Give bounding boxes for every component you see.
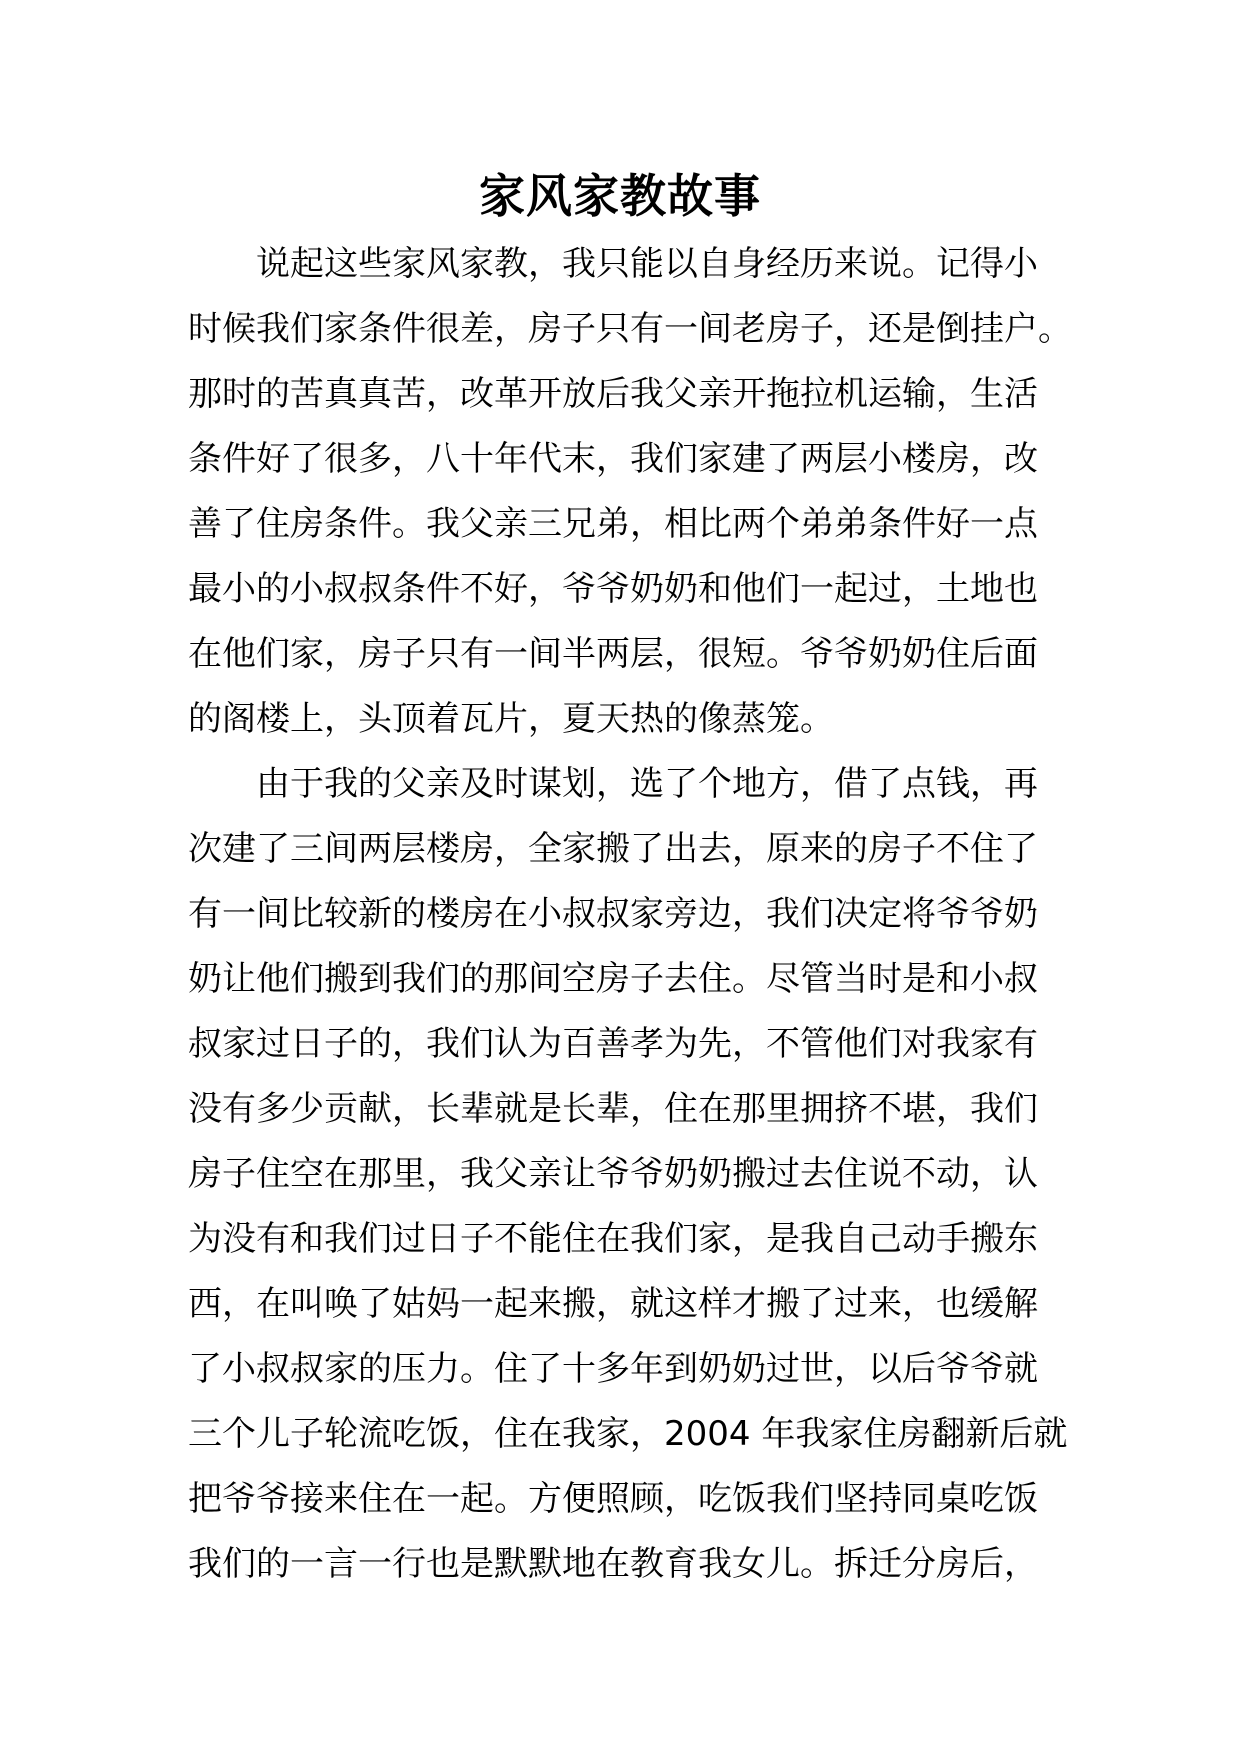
paragraph-2-line-11: 三个儿子轮流吃饭，住在我家，2004 年我家住房翻新后就	[188, 1414, 1068, 1454]
paragraph-2-line-3: 有一间比较新的楼房在小叔叔家旁边，我们决定将爷爷奶	[188, 894, 1038, 934]
paragraph-2-line-12: 把爷爷接来住在一起。方便照顾，吃饭我们坚持同桌吃饭	[188, 1479, 1038, 1519]
document-title: 家风家教故事	[479, 169, 761, 223]
paragraph-2-line-4: 奶让他们搬到我们的那间空房子去住。尽管当时是和小叔	[188, 959, 1038, 999]
paragraph-2-line-5: 叔家过日子的，我们认为百善孝为先，不管他们对我家有	[188, 1024, 1038, 1064]
paragraph-1-line-2: 时候我们家条件很差，房子只有一间老房子，还是倒挂户。	[188, 309, 1072, 349]
paragraph-1-line-3: 那时的苦真真苦，改革开放后我父亲开拖拉机运输，生活	[188, 374, 1038, 414]
paragraph-2-line-2: 次建了三间两层楼房，全家搬了出去，原来的房子不住了	[188, 829, 1038, 869]
paragraph-2-line-1: 由于我的父亲及时谋划，选了个地方，借了点钱，再	[256, 764, 1038, 804]
paragraph-1-line-4: 条件好了很多，八十年代末，我们家建了两层小楼房，改	[188, 439, 1038, 479]
paragraph-2-line-13: 我们的一言一行也是默默地在教育我女儿。拆迁分房后，	[188, 1544, 1038, 1584]
paragraph-2-line-8: 为没有和我们过日子不能住在我们家，是我自己动手搬东	[188, 1219, 1038, 1259]
paragraph-2-line-6: 没有多少贡献，长辈就是长辈，住在那里拥挤不堪，我们	[188, 1089, 1038, 1129]
paragraph-1-line-6: 最小的小叔叔条件不好，爷爷奶奶和他们一起过，土地也	[188, 569, 1038, 609]
paragraph-1-line-1: 说起这些家风家教，我只能以自身经历来说。记得小	[256, 244, 1038, 284]
paragraph-2-line-7: 房子住空在那里，我父亲让爷爷奶奶搬过去住说不动，认	[188, 1154, 1038, 1194]
paragraph-1-line-5: 善了住房条件。我父亲三兄弟，相比两个弟弟条件好一点	[188, 504, 1038, 544]
paragraph-2-line-10: 了小叔叔家的压力。住了十多年到奶奶过世，以后爷爷就	[188, 1349, 1038, 1389]
paragraph-1-line-7: 在他们家，房子只有一间半两层，很短。爷爷奶奶住后面	[188, 634, 1038, 674]
paragraph-2-line-9: 西，在叫唤了姑妈一起来搬，就这样才搬了过来，也缓解	[188, 1284, 1038, 1324]
paragraph-1-line-8: 的阁楼上，头顶着瓦片，夏天热的像蒸笼。	[188, 699, 834, 739]
document-body	[188, 232, 1072, 1597]
